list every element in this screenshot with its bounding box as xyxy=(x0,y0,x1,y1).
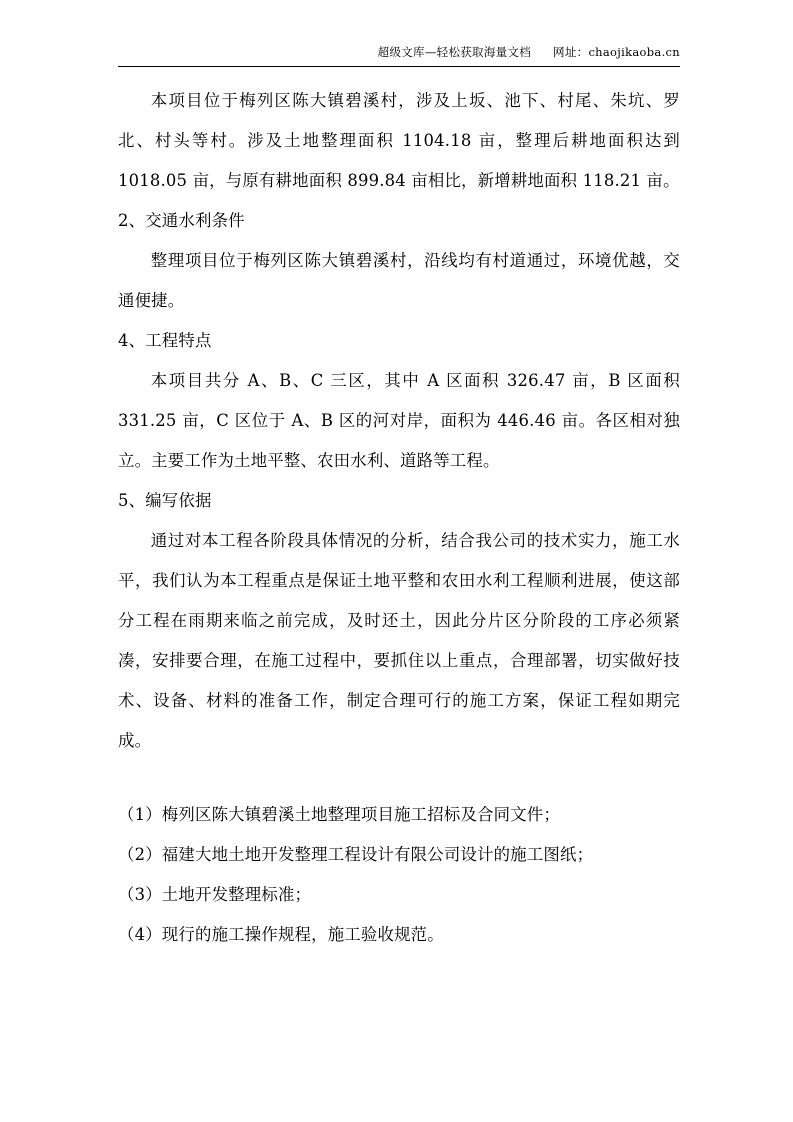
page-content xyxy=(118,44,680,955)
paragraph-traffic-water-conditions: 整理项目位于梅列区陈大镇碧溪村，沿线均有村道通过，环境优越，交通便捷。 xyxy=(118,251,680,310)
header-website-text: 网址：chaojikaoba.cn xyxy=(553,45,680,59)
list-item: （1）梅列区陈大镇碧溪土地整理项目施工招标及合同文件； xyxy=(118,805,560,824)
paragraph-writing-basis: 通过对本工程各阶段具体情况的分析，结合我公司的技术实力，施工水平，我们认为本工程重点是保证土地平整和农田水利工程顺利进展，使这部分工程在雨期来临之前完成，及时还土，因此分片区分阶段的工序必须紧凑，安排要合理，在施工过程中，要抓住以上重点，合理部署，切实做好技术、设备、材料的准备工作，制定合理可行的施工方案，保证工程如期完成。 xyxy=(118,531,680,750)
heading-project-features: 4、工程特点 xyxy=(118,331,212,350)
header-watermark-text: 超级文库—轻松获取海量文档 xyxy=(377,45,532,59)
heading-traffic-water-conditions: 2、交通水利条件 xyxy=(118,211,245,230)
header-divider xyxy=(118,66,680,67)
page-header xyxy=(118,44,680,66)
paragraph-project-location: 本项目位于梅列区陈大镇碧溪村，涉及上坂、池下、村尾、朱坑、罗北、村头等村。涉及土地整理面积 1104.18 亩，整理后耕地面积达到 1018.05 亩，与原有耕地面积 899.84 亩相比，新增耕地面积 118.21 亩。 xyxy=(118,91,680,190)
list-item: （4）现行的施工操作规程，施工验收规范。 xyxy=(118,925,444,944)
paragraph-project-features: 本项目共分 A、B、C 三区，其中 A 区面积 326.47 亩，B 区面积 331.25 亩，C 区位于 A、B 区的河对岸，面积为 446.46 亩。各区相对独立。主要工作为土地平整、农田水利、道路等工程。 xyxy=(118,371,680,470)
list-item: （2）福建大地土地开发整理工程设计有限公司设计的施工图纸； xyxy=(118,845,594,864)
list-item: （3）土地开发整理标准； xyxy=(118,885,312,904)
paragraph-spacer xyxy=(118,761,680,795)
heading-writing-basis: 5、编写依据 xyxy=(118,491,212,510)
